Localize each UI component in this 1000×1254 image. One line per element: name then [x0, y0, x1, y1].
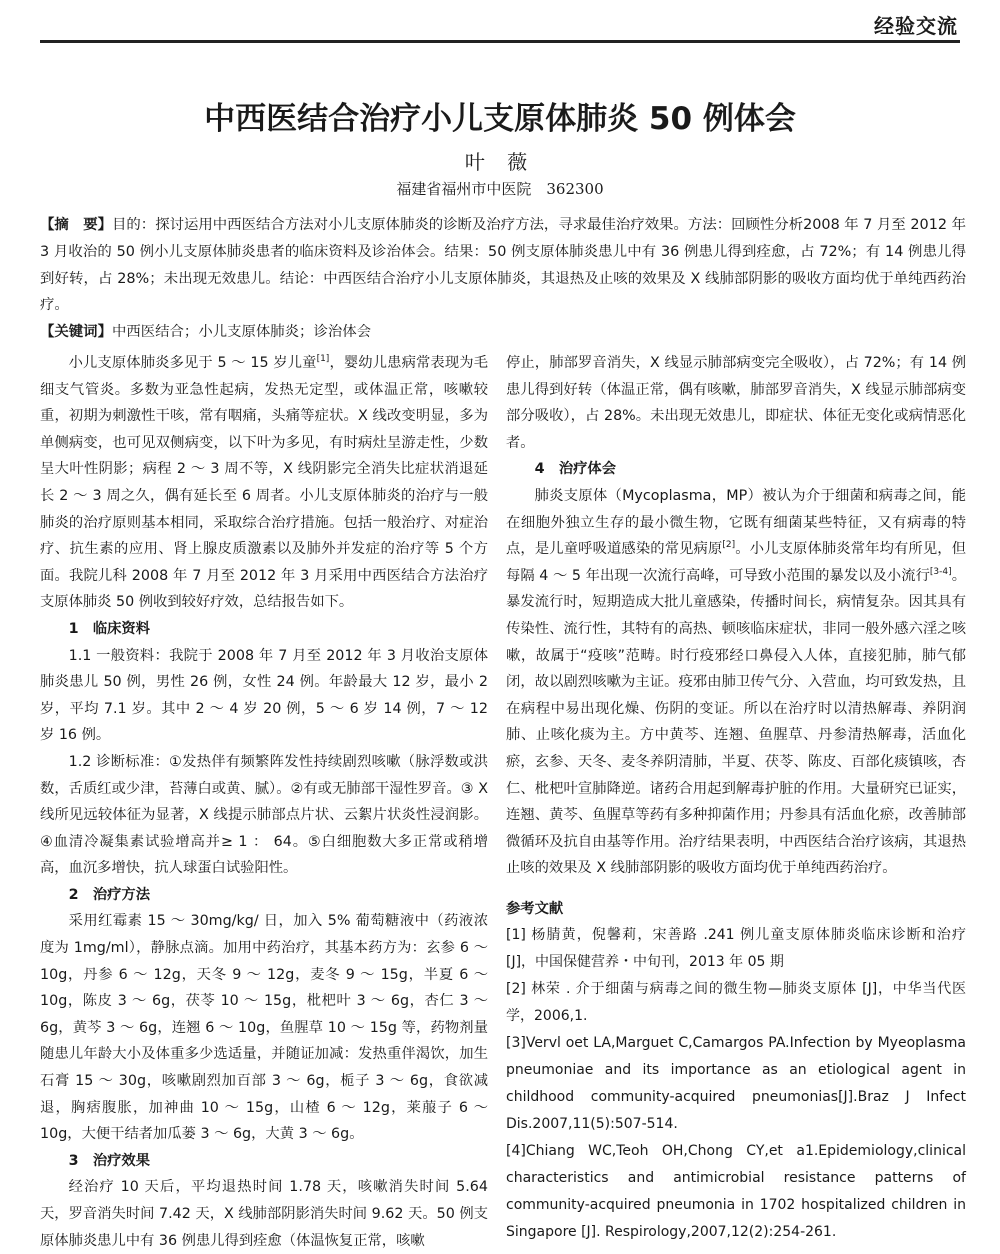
keywords-label: 【关键词】 — [40, 324, 112, 341]
keywords — [40, 319, 966, 346]
experience-text-c: 。暴发流行时，短期造成大批儿童感染，传播时间长，病情复杂。因其具有传染性、流行性，其特有的高热、顿咳临床症状，非同一般外感六淫之咳嗽，故属于“疫咳”范畴。时行疫邪经口鼻侵入人体，直接犯肺，肺气郁闭，故以剧烈咳嗽为主证。疫邪由肺卫传气分、入营血，均可致发热，且在病程中易出现化燥、伤阴的变证。所以在治疗时以清热解毒、养阴润肺、止咳化痰为主。方中黄芩、连翘、鱼腥草、丹参清热解毒，活血化瘀，玄参、天冬、麦冬养阴清肺，半夏、茯苓、陈皮、百部化痰镇咳，杏仁、枇杷叶宣肺降逆。诸药合用起到解毒护脏的作用。大量研究已证实，连翘、黄芩、鱼腥草等药有多种抑菌作用；丹参具有活血化瘀，改善肺部微循环及抗自由基等作用。治疗结果表明，中西医结合治疗该病，其退热止咳的效果及 X 线肺部阴影的吸收方面均优于单纯西药治疗。 — [506, 567, 967, 877]
abstract — [40, 212, 966, 319]
paragraph-general-data: 1.1 一般资料：我院于 2008 年 7 月至 2012 年 3 月收治支原体肺炎患儿 50 例，男性 26 例，女性 24 例。年龄最大 12 岁，最小 2 岁，平均 7.1 岁。其中 2 ～ 4 岁 20 例，5 ～ 6 岁 14 例，7 ～ 12 岁 16 例。 — [40, 647, 488, 744]
references-list — [506, 922, 966, 1246]
author-name: 叶 薇 — [464, 150, 536, 174]
heading-treatment-method: 2 治疗方法 — [68, 886, 151, 903]
citation-2: [2] — [722, 540, 736, 551]
paragraph-diagnosis: 1.2 诊断标准：①发热伴有频繁阵发性持续剧烈咳嗽（脉浮数或洪数，舌质红或少津，苔薄白或黄、腻）。②有或无肺部干湿性罗音。③ X 线所见远较体征为显著，X 线提示肺部点片状、云絮片状炎性浸润影。④血清冷凝集素试验增高并≥ 1 ： 64。⑤白细胞数大多正常或稍增高，血沉多增快，抗人球蛋白试验阳性。 — [40, 753, 488, 877]
paragraph-effect-cont: 停止，肺部罗音消失，X 线显示肺部病变完全吸收），占 72%；有 14 例患儿得到好转（体温正常，偶有咳嗽，肺部罗音消失，X 线显示肺部病变部分吸收），占 28%。未出现无效患儿，即症状、体征无变化或病情恶化者。 — [506, 355, 966, 451]
reference-item: [4]Chiang WC,Teoh OH,Chong CY,et a1.Epidemiology,clinical characteristics and antimicrobial resistance patterns of community-acquired pneumonia in 1702 hospitalized children in Singapore [J]. Respirology,2007,12(2):254-261. — [506, 1142, 966, 1240]
intro-text-a: 小儿支原体肺炎多见于 5 ～ 15 岁儿童 — [68, 355, 317, 371]
paragraph-effect-start: 经治疗 10 天后，平均退热时间 1.78 天，咳嗽消失时间 5.64 天，罗音消失时间 7.42 天，X 线肺部阴影消失时间 9.62 天。50 例支原体肺炎患儿中有 36 例患儿得到痊愈（体温恢复正常，咳嗽 — [40, 1179, 488, 1249]
references-heading: 参考文献 — [506, 900, 564, 917]
paragraph-experience — [506, 483, 966, 882]
reference-item: [1] 杨腈黄，倪馨莉，宋善路 .241 例儿童支原体肺炎临床诊断和治疗 [J]，中国保健营养・中旬刊，2013 年 05 期 — [506, 926, 966, 970]
citation-3-4: [3-4] — [929, 566, 952, 577]
intro-text-b: ，婴幼儿患病常表现为毛细支气管炎。多数为亚急性起病，发热无定型，或体温正常，咳嗽较重，初期为刺激性干咳，常有咽痛，头痛等症状。X 线改变明显，多为单侧病变，也可见双侧病变，以下叶为多见，有时病灶呈游走性，少数呈大叶性阴影；病程 2 ～ 3 周不等，X 线阴影完全消失比症状消退延长 2 ～ 3 周之久，偶有延长至 6 周者。小儿支原体肺炎的治疗与一般肺炎的治疗原则基本相同，采取综合治疗措施。包括一般治疗、对症治疗、抗生素的应用、肾上腺皮质激素以及肺外并发症的治疗等 5 个方面。我院儿科 2008 年 7 月至 2012 年 3 月采用中西医结合方法治疗支原体肺炎 50 例收到较好疗效，总结报告如下。 — [40, 355, 489, 611]
reference-item: [2] 林荣 . 介于细菌与病毒之间的微生物—肺炎支原体 [J]，中华当代医学，2006,1. — [506, 980, 966, 1024]
experience-text-b: 。小儿支原体肺炎常年均有所见，但每隔 4 ～ 5 年出现一次流行高峰，可导致小范围的暴发以及小流行 — [506, 541, 967, 584]
keywords-text: 中西医结合；小儿支原体肺炎；诊治体会 — [111, 324, 372, 341]
header-rule — [40, 40, 960, 43]
abstract-label: 【摘 要】 — [40, 217, 112, 233]
left-column — [40, 350, 488, 1254]
affiliation: 福建省福州市中医院 362300 — [396, 180, 604, 198]
heading-experience: 4 治疗体会 — [534, 461, 617, 478]
heading-treatment-effect: 3 治疗效果 — [68, 1152, 151, 1169]
section-tag: 经验交流 — [874, 14, 958, 38]
paragraph-treatment: 采用红霉素 15 ～ 30mg/kg/ 日，加入 5% 葡萄糖液中（药液浓度为 1mg/ml），静脉点滴。加用中药治疗，其基本药方为：玄参 6 ～ 10g，丹参 6 ～ 12g，天冬 9 ～ 12g，麦冬 9 ～ 15g，半夏 6 ～ 10g，陈皮 3 ～ 6g，茯苓 10 ～ 15g，枇杷叶 3 ～ 6g，杏仁 3 ～ 6g，黄芩 3 ～ 6g，连翘 6 ～ 10g，鱼腥草 10 ～ 15g 等，药物剂量随患儿年龄大小及体重多少选适量，并随证加减：发热重伴渴饮，加生石膏 15 ～ 30g，咳嗽剧烈加百部 3 ～ 6g，栀子 3 ～ 6g，食欲减退，胸痞腹胀，加神曲 10 ～ 15g，山楂 6 ～ 12g，莱菔子 6 ～ 10g，大便干结者加瓜蒌 3 ～ 6g，大黄 3 ～ 6g。 — [40, 913, 488, 1143]
experience-text-a: 肺炎支原体（Mycoplasma，MP）被认为介于细菌和病毒之间，能在细胞外独立生存的最小微生物，它既有细菌某些特征，又有病毒的特点，是儿童呼吸道感染的常见病原 — [506, 487, 966, 558]
article-title: 中西医结合治疗小儿支原体肺炎 50 例体会 — [204, 101, 796, 137]
right-column — [506, 350, 966, 1246]
abstract-block — [40, 212, 966, 346]
intro-paragraph — [40, 350, 488, 616]
reference-item: [3]Vervl oet LA,Marguet C,Camargos PA.Infection by Myeoplasma pneumoniae and its importance as an etiological agent in childhood community-acquired pneumonias[J].Braz J Infect Dis.2007,11(5):507-514. — [506, 1034, 966, 1132]
abstract-text: 目的：探讨运用中西医结合方法对小儿支原体肺炎的诊断及治疗方法，寻求最佳治疗效果。方法：回顾性分析2008 年 7 月至 2012 年 3 月收治的 50 例小儿支原体肺炎患者的临床资料及诊治体会。结果：50 例支原体肺炎患儿中有 36 例患儿得到痊愈，占 72%；有 14 例患儿得到好转，占 28%；未出现无效患儿。结论：中西医结合治疗小儿支原体肺炎，其退热及止咳的效果及 X 线肺部阴影的吸收方面均优于单纯西药治疗。 — [40, 217, 966, 314]
citation-1: [1] — [316, 354, 330, 365]
heading-clinical-data: 1 临床资料 — [68, 620, 151, 637]
